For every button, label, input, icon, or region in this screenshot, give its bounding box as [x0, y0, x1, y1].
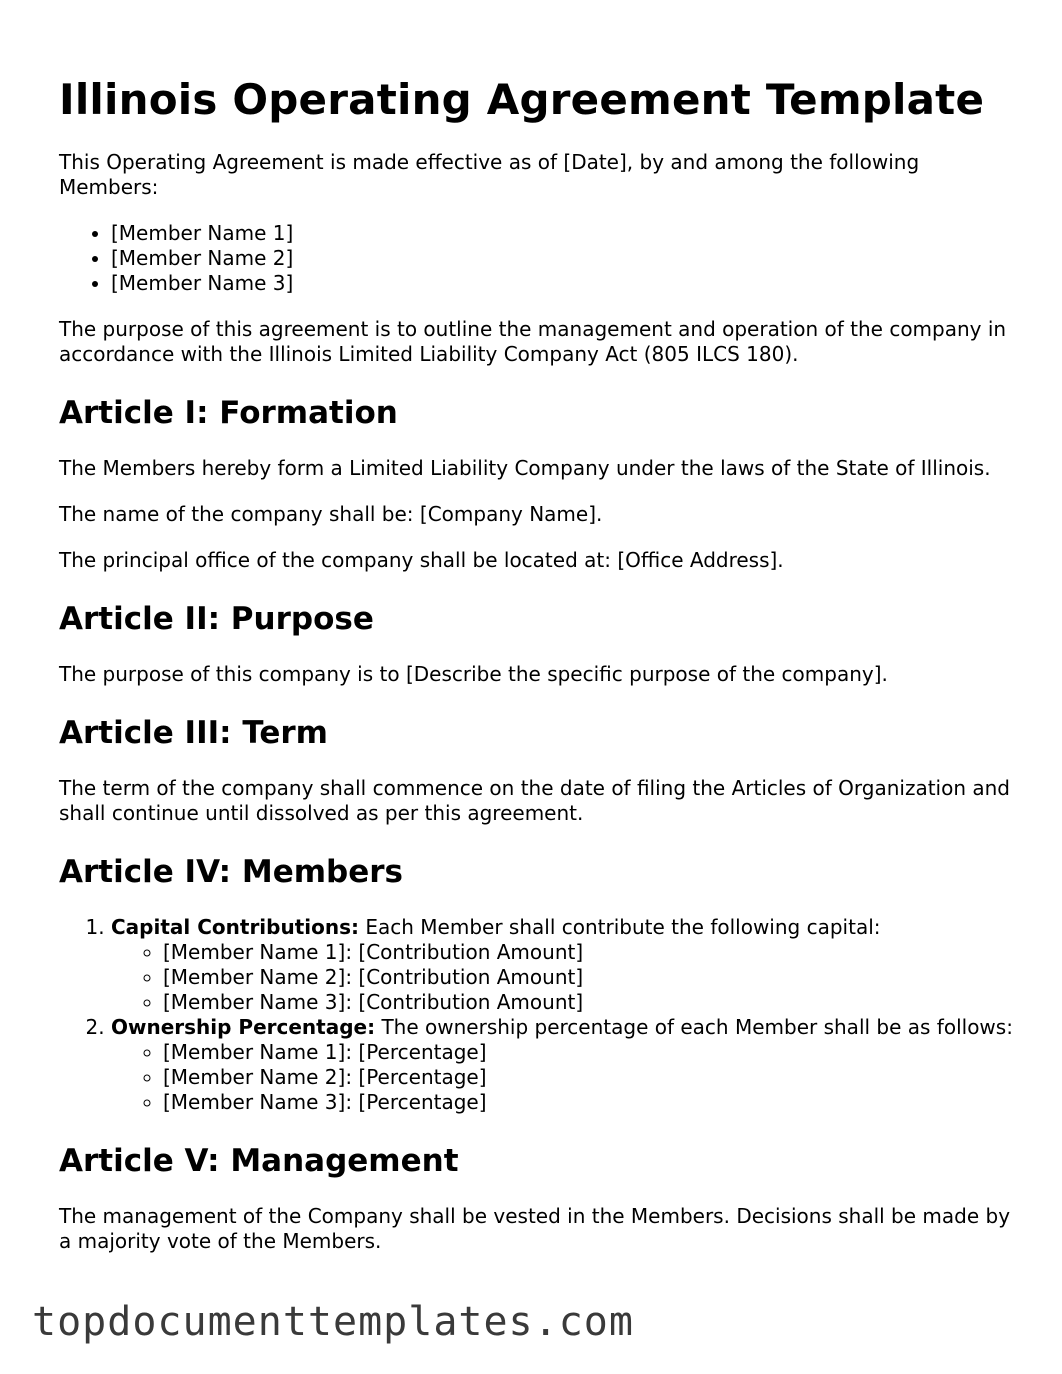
article-4-heading: Article IV: Members [59, 854, 403, 890]
article-3-paragraph-1: The term of the company shall commence on the date of filing the Articles of Organization and shall continue until dissolved as per this agreement. [59, 776, 1010, 825]
list-item: ◦ [Member Name 2]: [Contribution Amount] [163, 965, 1019, 990]
document-title: Illinois Operating Agreement Template [59, 75, 985, 124]
article-1-paragraph-2: The name of the company shall be: [Company Name]. [59, 502, 603, 526]
article-5-heading: Article V: Management [59, 1143, 459, 1179]
capital-contributions-label: Capital Contributions: [111, 915, 360, 939]
article-3-heading: Article III: Term [59, 715, 328, 751]
contribution-list [111, 940, 1019, 1015]
article-4-list [59, 915, 1019, 1115]
list-item: ◦ [Member Name 3]: [Percentage] [163, 1090, 1019, 1115]
capital-contributions-text: Each Member shall contribute the following capital: [359, 915, 881, 939]
list-item: • [Member Name 3] [111, 271, 1019, 296]
article-2-heading: Article II: Purpose [59, 601, 374, 637]
article-2-paragraph-1: The purpose of this company is to [Describe the specific purpose of the company]. [59, 662, 888, 686]
list-item: ◦ [Member Name 2]: [Percentage] [163, 1065, 1019, 1090]
article-1-paragraph-3: The principal office of the company shall be located at: [Office Address]. [59, 548, 784, 572]
list-item: • [Member Name 1] [111, 221, 1019, 246]
purpose-intro-paragraph: The purpose of this agreement is to outline the management and operation of the company in accordance with the Illinois Limited Liability Company Act (805 ILCS 180). [59, 317, 1007, 366]
article-1-paragraph-1: The Members hereby form a Limited Liability Company under the laws of the State of Illinois. [59, 456, 991, 480]
article-1-heading: Article I: Formation [59, 395, 398, 431]
ownership-percentage-text: The ownership percentage of each Member shall be as follows: [375, 1015, 1013, 1039]
list-item: ◦ [Member Name 1]: [Contribution Amount] [163, 940, 1019, 965]
document [59, 72, 1019, 1275]
intro-paragraph: This Operating Agreement is made effective as of [Date], by and among the following Members: [59, 150, 920, 199]
ownership-percentage-item [111, 1015, 1019, 1115]
percentage-list [111, 1040, 1019, 1115]
ownership-percentage-label: Ownership Percentage: [111, 1015, 376, 1039]
list-item: ◦ [Member Name 1]: [Percentage] [163, 1040, 1019, 1065]
capital-contributions-item [111, 915, 1019, 1015]
watermark: topdocumenttemplates.com [32, 1299, 634, 1345]
member-list [59, 221, 1019, 296]
list-item: ◦ [Member Name 3]: [Contribution Amount] [163, 990, 1019, 1015]
article-5-paragraph-1: The management of the Company shall be vested in the Members. Decisions shall be made by a majority vote of the Members. [59, 1204, 1011, 1253]
list-item: • [Member Name 2] [111, 246, 1019, 271]
